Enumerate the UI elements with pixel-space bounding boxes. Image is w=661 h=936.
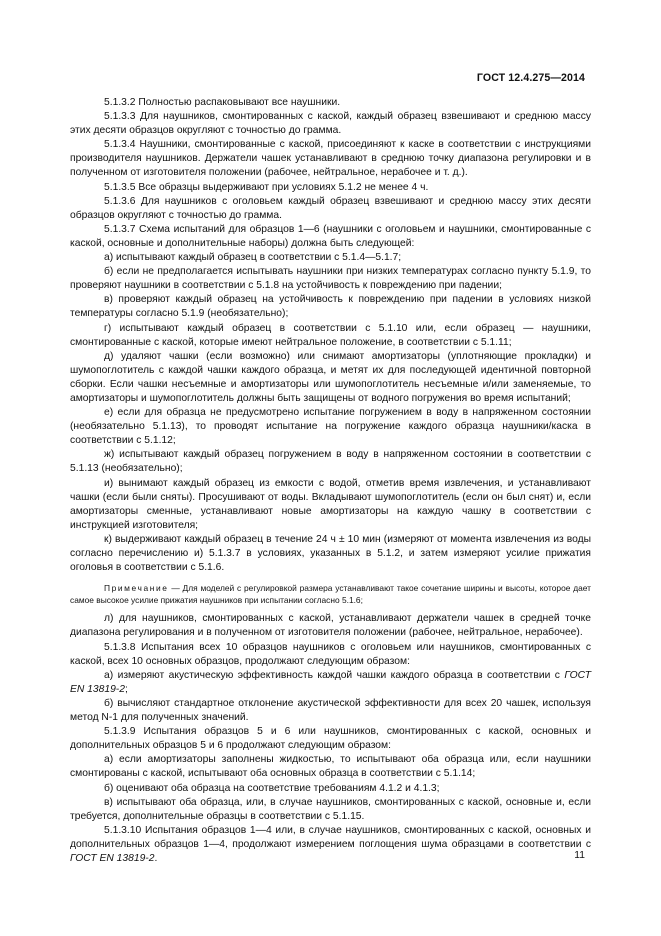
- clause-5-1-3-3: 5.1.3.3 Для наушников, смонтированных с каской, каждый образец взвешивают и среднюю массу этих десяти образцов округляют с точностью до грамма.: [70, 111, 591, 137]
- clause-5-1-3-9-a: а) если амортизаторы заполнены жидкостью, то испытывают оба образца или, если наушники смонтированы с каской, испытывают оба основных образца в соответствии с 5.1.14;: [70, 754, 591, 780]
- clause-5-1-3-9-v: в) испытывают оба образца, или, в случае наушников, смонтированных с каской, основные и, если требуется, дополнительные образцы в соответствии с 5.1.15.: [70, 796, 591, 822]
- note-label: Примечание: [104, 583, 169, 594]
- list-item-v: в) проверяют каждый образец на устойчивость к повреждению при падении в условиях низкой температуры согласно 5.1.9 (необязательно);: [70, 294, 591, 320]
- clause-5-1-3-6: 5.1.3.6 Для наушников с оголовьем каждый образец взвешивают и среднюю массу этих десяти образцов округляют с точностью до грамма.: [70, 195, 591, 221]
- list-item-l: л) для наушников, смонтированных с каской, устанавливают держатели чашек в средней точке диапазона регулирования и в полученном от изготовителя положении (рабочее, нейтральное, нерабочее).: [70, 613, 591, 639]
- clause-5-1-3-4: 5.1.3.4 Наушники, смонтированные с каской, присоединяют к каске в соответствии с инструкциями производителя наушников. Держатели чашек устанавливают в среднюю точку диапазона регулировки и в полученном от изготовителя положении (рабочее, нейтральное, нерабочее и т. д.).: [70, 139, 591, 179]
- clause-5-1-3-8-a: [70, 669, 591, 697]
- clause-5-1-3-8: 5.1.3.8 Испытания всех 10 образцов наушников с оголовьем или наушников, смонтированных с каской, всех 10 основных образцов, продолжают следующим образом:: [70, 641, 591, 667]
- clause-text: а) измеряют акустическую эффективность каждой чашки каждого образца в соответствии с: [104, 669, 565, 681]
- list-item-a: а) испытывают каждый образец в соответствии с 5.1.4—5.1.7;: [104, 252, 402, 264]
- clause-5-1-3-2: 5.1.3.2 Полностью распаковывают все наушники.: [104, 97, 341, 108]
- list-item-k: к) выдерживают каждый образец в течение 24 ч ± 10 мин (измеряют от момента извлечения из воды согласно перечислению и) 5.1.3.7 в условиях, указанных в 5.1.2, и затем измеряют усилие прижатия оголовья в соответствии с 5.1.6.: [70, 533, 591, 574]
- clause-text: 5.1.3.10 Испытания образцов 1—4 или, в случае наушников, смонтированных с каской, основных и дополнительных образцов 1—4, продолжают измерением поглощения шума образцами в соответствии с: [70, 824, 591, 850]
- clause-5-1-3-10: [70, 824, 591, 866]
- list-item-b: б) если не предполагается испытывать наушники при низких температурах согласно пункту 5.1.9, то проверяют наушники в соответствии с 5.1.8 на устойчивость к повреждению при падении;: [70, 266, 591, 292]
- clause-5-1-3-8-b: б) вычисляют стандартное отклонение акустической эффективности для всех 20 чашек, используя метод N-1 для полученных значений.: [70, 697, 591, 724]
- clause-5-1-3-9: 5.1.3.9 Испытания образцов 5 и 6 или наушников, смонтированных с каской, основных и дополнительных образцов 5 и 6 продолжают следующим образом:: [70, 726, 591, 752]
- note: [70, 583, 591, 606]
- standard-reference: ГОСТ EN 13819-2: [70, 669, 591, 695]
- list-item-e: е) если для образца не предусмотрено испытание погружением в воду в напряженном состоянии (необязательно 5.1.13), то проводят испытание на погружение каждого образца наушники/каска в соответствии с 5.1.12;: [70, 407, 591, 447]
- clause-text-end: ;: [124, 683, 128, 695]
- clause-5-1-3-9-b: б) оценивают оба образца на соответствие требованиям 4.1.2 и 4.1.3;: [104, 782, 440, 794]
- note-text: — Для моделей с регулировкой размера устанавливают такое сочетание ширины и высоты, которое дает самое высокое усилие прижатия наушников при испытании согласно 5.1.6;: [70, 583, 591, 605]
- clause-5-1-3-5: 5.1.3.5 Все образцы выдерживают при условиях 5.1.2 не менее 4 ч.: [104, 181, 429, 193]
- clause-5-1-3-7: 5.1.3.7 Схема испытаний для образцов 1—6 (наушники с оголовьем и наушники, смонтированные с каской, основные и дополнительные наборы) должна быть следующей:: [70, 223, 591, 249]
- clause-text-end: .: [154, 852, 158, 864]
- list-item-g: г) испытывают каждый образец в соответствии с 5.1.10 или, если образец — наушники, смонтированные с каской, которые имеют нейтральное положение, в соответствии с 5.1.11;: [70, 322, 591, 348]
- list-item-d: д) удаляют чашки (если возможно) или снимают амортизаторы (уплотняющие прокладки) и шумопоглотитель с каждой чашки каждого образца, и метят их для последующей идентичной повторной сборки. Если чашки несъемные и амортизаторы или шумопоглотитель несъемные и/или заменяемые, то амортизаторы и шумопоглотитель должны быть защищены от водного погружения во время испытаний;: [70, 350, 591, 404]
- page-number: 11: [574, 850, 585, 861]
- list-item-i: и) вынимают каждый образец из емкости с водой, отметив время извлечения, и устанавливают чашки (если были сняты). Просушивают от воды. Вкладывают шумопоглотитель (если он был снят) и, если амортизаторы сменные, устанавливают новые амортизаторы на каждую чашку в соответствии с инструкцией изготовителя;: [70, 477, 591, 531]
- document-number: ГОСТ 12.4.275—2014: [476, 72, 585, 84]
- standard-reference: ГОСТ EN 13819-2: [70, 852, 155, 864]
- list-item-zh: ж) испытывают каждый образец погружением в воду в напряженном состоянии в соответствии с 5.1.13 (необязательно);: [70, 449, 591, 475]
- document-body: [70, 96, 591, 866]
